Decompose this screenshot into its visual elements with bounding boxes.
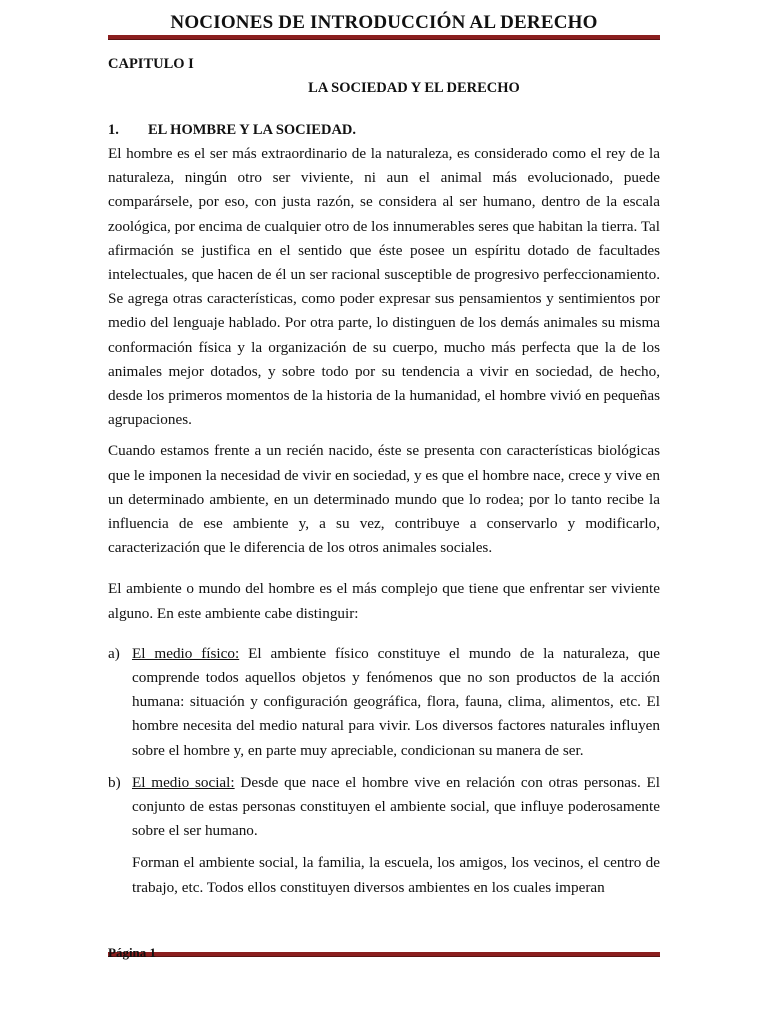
page-number: Página 1 <box>108 945 157 960</box>
chapter-title: LA SOCIEDAD Y EL DERECHO <box>308 80 520 96</box>
list-item-social <box>108 771 660 844</box>
chapter-label: CAPITULO I <box>108 56 194 72</box>
list-text: El ambiente físico constituye el mundo de la naturaleza, que comprende todos aquellos objetos y fenómenos que no son productos de la acción humana: situación y configuración geográfica, flora, fauna, clima, alimentos, etc. El hombre necesita del medio natural para vivir. Los diversos factores naturales influyen sobre el hombre y, en parte muy apreciable, condicionan su manera de ser. <box>132 644 660 759</box>
list-text: Desde que nace el hombre vive en relación con otras personas. El conjunto de estas personas constituyen el ambiente social, que influye poderosamente sobre el ser humano. <box>132 773 661 840</box>
footer-rule <box>108 952 660 957</box>
document-body <box>108 52 660 900</box>
section-heading <box>108 118 660 142</box>
list-item-body <box>132 642 660 763</box>
list-marker: b) <box>108 773 121 791</box>
list-item-physical <box>108 642 660 763</box>
list-item-body <box>132 771 660 844</box>
page-header <box>108 10 660 36</box>
paragraph-1: El hombre es el ser más extraordinario de la naturaleza, es considerado como el rey de la naturaleza, ningún otro ser viviente, ni aun el animal más evolucionado, puede comparársele, por eso, con justa razón, se considera al ser humano, dentro de la escala zoológica, por encima de cualquier otro de los innumerables seres que habitan la tierra. Tal afirmación se justifica en el sentido que éste posee un espíritu dotado de facultades intelectuales, que hacen de él un ser racional susceptible de progresivo perfeccionamiento. Se agrega otras características, como poder expresar sus pensamientos y sentimientos por medio del lenguaje hablado. Por otra parte, lo distinguen de los demás animales su misma conformación física y la organización de su cuerpo, mucho más perfecta que la de los animales mejor dotados, y sobre todo por su tendencia a vivir en sociedad, de hecho, desde los primeros momentos de la historia de la humanidad, el hombre vivió en pequeñas agrupaciones. <box>108 145 660 429</box>
list-marker: a) <box>108 644 120 662</box>
list-continuation: Forman el ambiente social, la familia, la escuela, los amigos, los vecinos, el centro de trabajo, etc. Todos ellos constituyen diversos ambientes en los cuales imperan <box>132 854 660 896</box>
paragraph-2: Cuando estamos frente a un recién nacido, éste se presenta con características biológicas que le imponen la necesidad de vivir en sociedad, y es que el hombre nace, crece y vive en un determinado ambiente, en un determinado mundo que lo rodea; por lo tanto recibe la influencia de ese ambiente y, a su vez, contribuye a conservarlo y modificarlo, caracterización que le diferencia de los otros animales sociales. <box>108 442 660 557</box>
section-title: EL HOMBRE Y LA SOCIEDAD. <box>148 122 357 138</box>
paragraph-3: El ambiente o mundo del hombre es el más complejo que tiene que enfrentar ser viviente alguno. En este ambiente cabe distinguir: <box>108 580 660 622</box>
section-number: 1. <box>108 122 119 138</box>
list-term: El medio social: <box>132 773 235 791</box>
header-rule <box>108 35 660 40</box>
list-term: El medio físico: <box>132 644 240 662</box>
document-title: NOCIONES DE INTRODUCCIÓN AL DERECHO <box>170 12 598 33</box>
environment-list <box>108 642 660 900</box>
